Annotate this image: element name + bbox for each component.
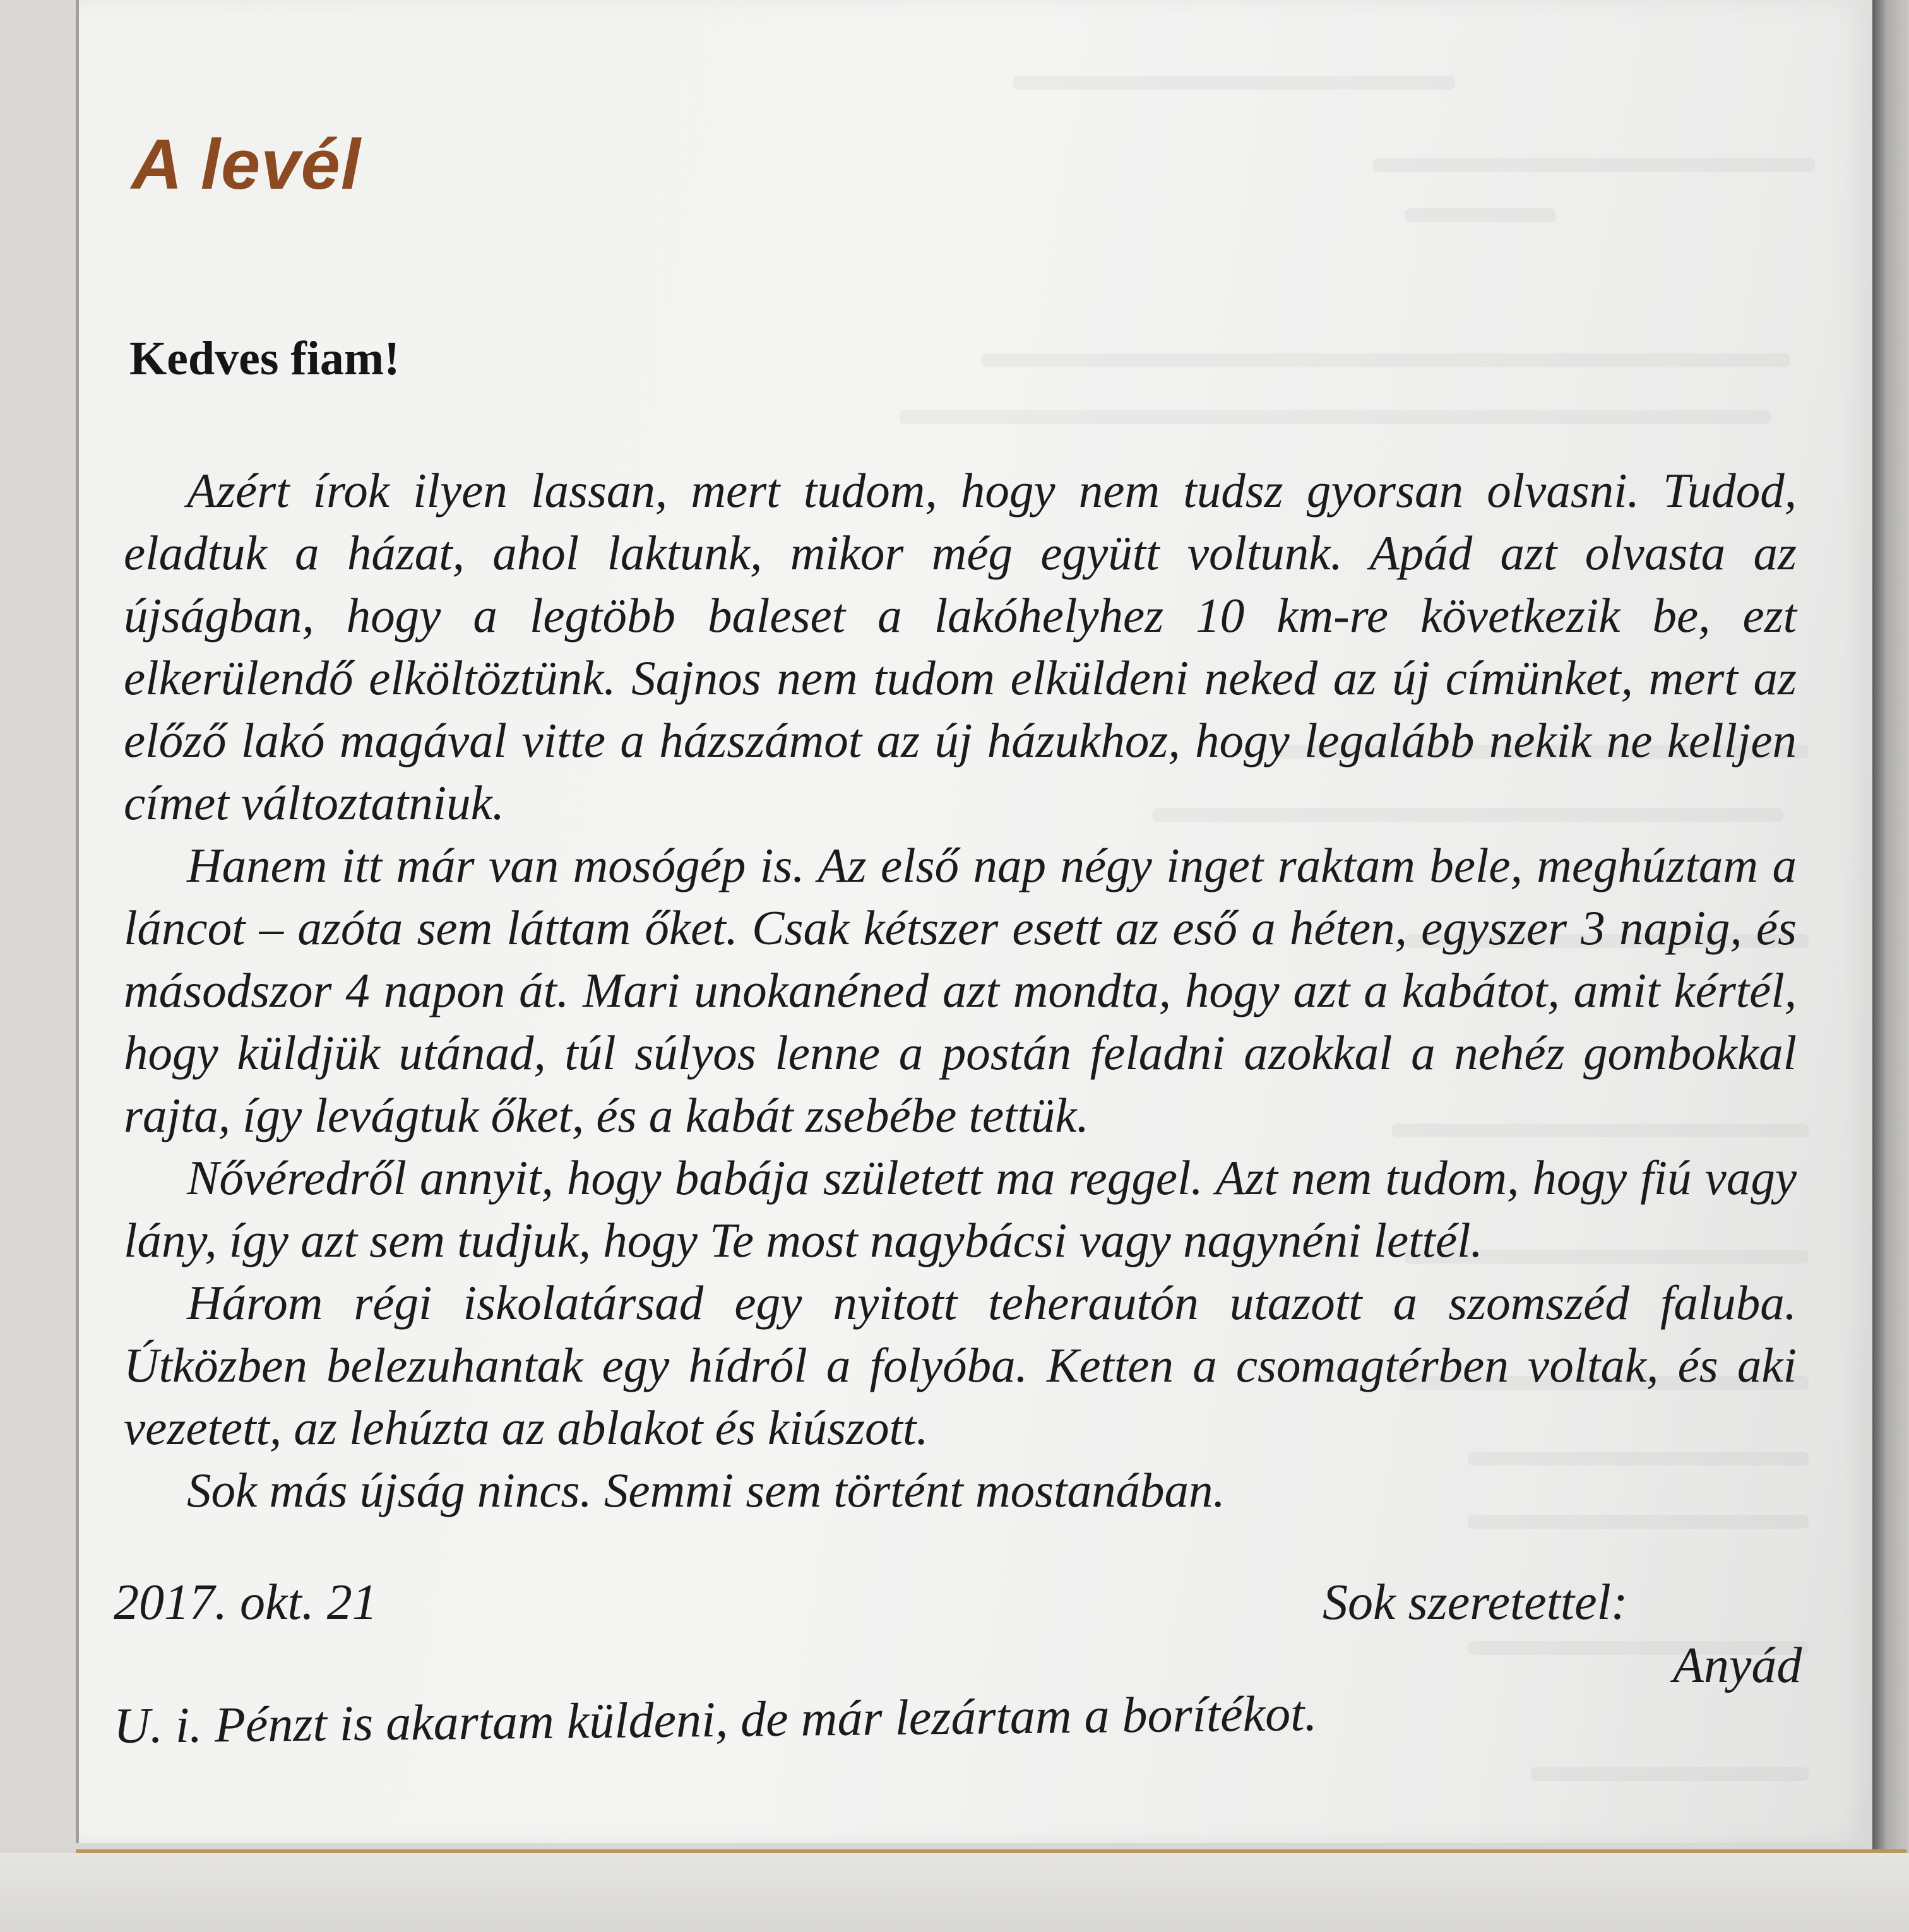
gold-border-line bbox=[76, 1849, 1906, 1853]
page-edge-shadow bbox=[1872, 0, 1909, 1932]
page-bottom-margin bbox=[0, 1853, 1909, 1932]
page-title: A levél bbox=[131, 125, 361, 204]
letter-paragraph-4: Három régi iskolatársad egy nyitott teherautón utazott a szomszéd faluba. Útközben belezuhantak egy hídról a folyóba. Ketten a csomagtérben voltak, és aki vezetett, az lehúzta az ablakot és kiúszott. bbox=[124, 1276, 1797, 1455]
letter-paragraph-2: Hanem itt már van mosógép is. Az első nap négy inget raktam bele, meghúztam a láncot – azóta sem láttam őket. Csak kétszer esett az eső a héten, egyszer 3 napig, és másodszor 4 napon át. Mari unokanéned azt mondta, hogy azt a kabátot, amit kértél, hogy küldjük utánad, túl súlyos lenne a postán feladni azokkal a nehéz gombokkal rajta, így levágtuk őket, és a kabát zsebébe tettük. bbox=[124, 838, 1797, 1142]
letter-greeting: Kedves fiam! bbox=[129, 332, 400, 385]
letter-paragraph-5: Sok más újság nincs. Semmi sem történt mostanában. bbox=[187, 1463, 1225, 1517]
letter-postscript: U. i. Pénzt is akartam küldeni, de már lezártam a borítékot. bbox=[113, 1686, 1317, 1754]
letter-date: 2017. okt. 21 bbox=[114, 1575, 378, 1630]
letter-paragraph-1: Azért írok ilyen lassan, mert tudom, hogy nem tudsz gyorsan olvasni. Tudod, eladtuk a házat, ahol laktunk, mikor még együtt voltunk. Apád azt olvasta az újságban, hogy a legtöbb baleset a lakóhelyhez 10 km-re következik be, ezt elkerülendő elköltöztünk. Sajnos nem tudom elküldeni neked az új címünket, mert az előző lakó magával vitte a házszámot az új házukhoz, hogy legalább nekik ne kelljen címet változtatniuk. bbox=[124, 463, 1797, 830]
letter-signature: Anyád bbox=[1673, 1638, 1802, 1693]
letter-closing: Sok szeretettel: bbox=[1323, 1575, 1628, 1630]
letter-paragraph-3: Nővéredről annyit, hogy babája született ma reggel. Azt nem tudom, hogy fiú vagy lány, így azt sem tudjuk, hogy Te most nagybácsi vagy nagynéni lettél. bbox=[124, 1151, 1797, 1267]
letter-body bbox=[124, 459, 1797, 1522]
